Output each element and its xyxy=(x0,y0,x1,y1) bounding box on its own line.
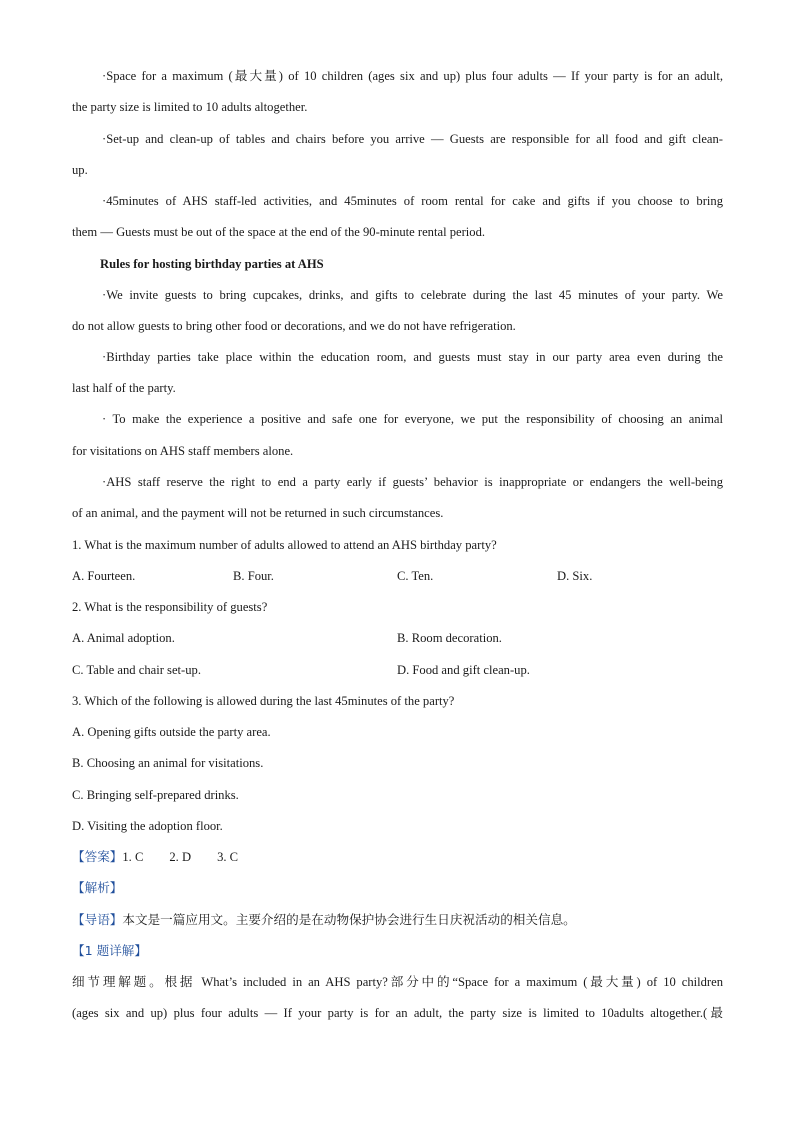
intro-line xyxy=(72,911,576,929)
question-1: 1. What is the maximum number of adults allowed to attend an AHS birthday party? xyxy=(72,538,497,552)
answer-label: 【答案】 xyxy=(72,849,123,864)
rule-1-line-2: do not allow guests to bring other food or decorations, and we do not have refrigeration. xyxy=(72,319,516,333)
q1-option-a: A. Fourteen. xyxy=(72,569,136,583)
para-1-line-2: the party size is limited to 10 adults altogether. xyxy=(72,100,308,114)
q3-option-b: B. Choosing an animal for visitations. xyxy=(72,756,264,770)
rule-3-line-2: for visitations on AHS staff members alone. xyxy=(72,444,294,458)
rule-2-line-2: last half of the party. xyxy=(72,381,176,395)
para-3-line-2: them — Guests must be out of the space at the end of the 90-minute rental period. xyxy=(72,225,486,239)
rule-4-line-1: ·AHS staff reserve the right to end a party early if guests’ behavior is inappropriate or endangers the well-being xyxy=(102,475,723,489)
q1-option-b: B. Four. xyxy=(233,569,274,583)
question-2: 2. What is the responsibility of guests? xyxy=(72,600,268,614)
q2-option-b: B. Room decoration. xyxy=(397,631,502,645)
para-2-line-2: up. xyxy=(72,163,88,177)
rule-2-line-1: ·Birthday parties take place within the education room, and guests must stay in our party area even during the xyxy=(102,350,723,364)
q2-option-d: D. Food and gift clean-up. xyxy=(397,663,530,677)
section-heading: Rules for hosting birthday parties at AHS xyxy=(100,257,324,271)
q3-option-c: C. Bringing self-prepared drinks. xyxy=(72,788,239,802)
rule-3-line-1: · To make the experience a positive and safe one for everyone, we put the responsibility of choosing an animal xyxy=(102,412,723,426)
rule-4-line-2: of an animal, and the payment will not be returned in such circumstances. xyxy=(72,506,444,520)
q1-option-d: D. Six. xyxy=(557,569,593,583)
answer-1: 1. C xyxy=(122,850,144,864)
answer-3: 3. C xyxy=(217,850,239,864)
analysis-label: 【解析】 xyxy=(72,880,123,895)
q2-option-a: A. Animal adoption. xyxy=(72,631,175,645)
intro-label: 【导语】 xyxy=(72,912,123,927)
answer-2: 2. D xyxy=(169,850,192,864)
q3-option-d: D. Visiting the adoption floor. xyxy=(72,819,223,833)
detail-line-2: (ages six and up) plus four adults — If your party is for an adult, the party size is limited to 10adults altogether.(最 xyxy=(72,1006,723,1020)
question-3: 3. Which of the following is allowed during the last 45minutes of the party? xyxy=(72,694,455,708)
detail-label: 【1 题详解】 xyxy=(72,943,147,958)
para-2-line-1: ·Set-up and clean-up of tables and chairs before you arrive — Guests are responsible for all food and gift clean- xyxy=(102,132,723,146)
q3-option-a: A. Opening gifts outside the party area. xyxy=(72,725,271,739)
q1-option-c: C. Ten. xyxy=(397,569,434,583)
detail-line-1: 细节理解题。根据 What’s included in an AHS party?部分中的“Space for a maximum (最大量) of 10 children xyxy=(72,974,724,989)
q2-option-c: C. Table and chair set-up. xyxy=(72,663,201,677)
para-3-line-1: ·45minutes of AHS staff-led activities, and 45minutes of room rental for cake and gifts if you choose to bring xyxy=(102,194,723,208)
intro-text: 本文是一篇应用文。主要介绍的是在动物保护协会进行生日庆祝活动的相关信息。 xyxy=(122,912,576,927)
para-1-line-1: ·Space for a maximum (最大量) of 10 children (ages six and up) plus four adults — If your party is for an adult, xyxy=(102,69,723,83)
answer-line xyxy=(72,848,238,866)
rule-1-line-1: ·We invite guests to bring cupcakes, drinks, and gifts to celebrate during the last 45 minutes of your party. We xyxy=(102,288,723,302)
